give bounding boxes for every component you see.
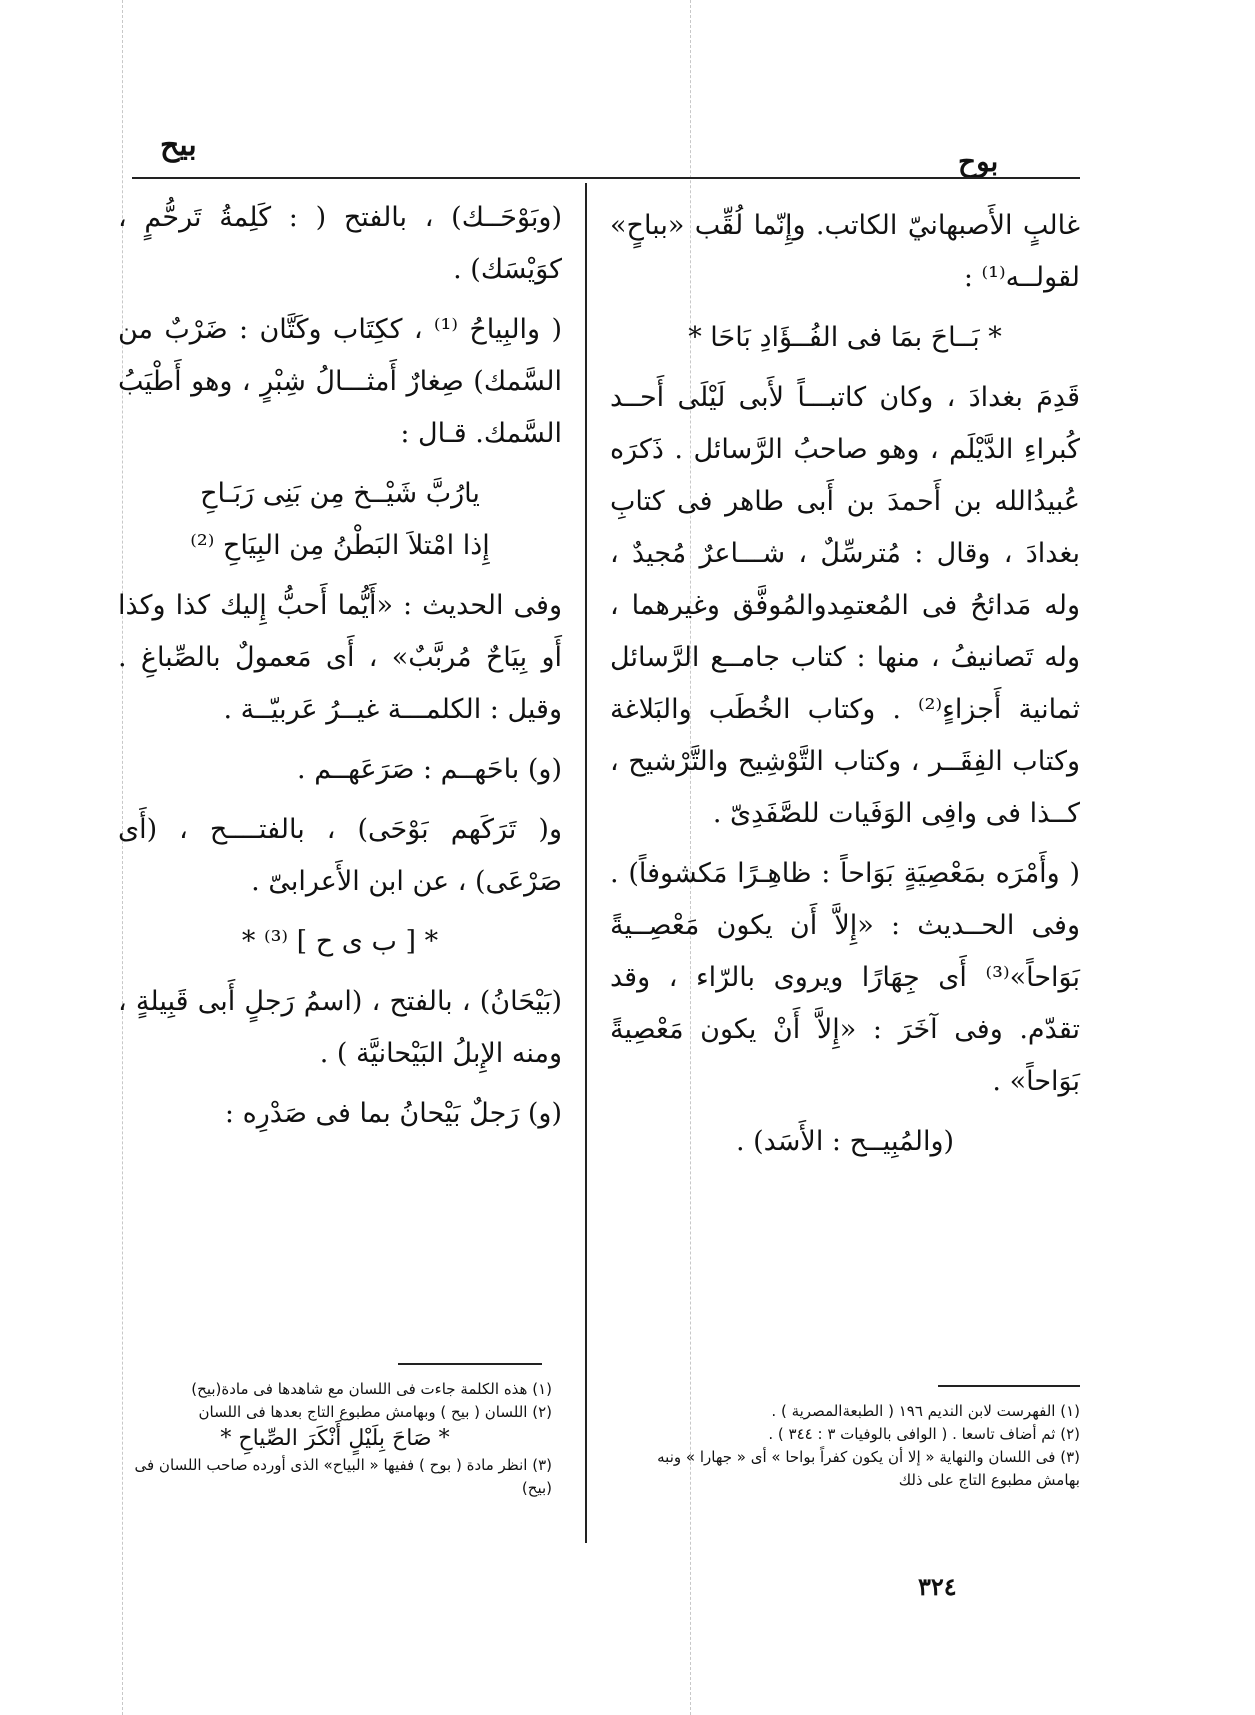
footnote: (٣) فى اللسان والنهاية « إلا أن يكون كفراً بواحا » أى « جهارا » ونبه بهامش مطبوع التاج على ذلك <box>657 1448 1080 1489</box>
running-head-left: بيح <box>160 128 197 163</box>
left-column <box>118 192 562 1148</box>
page-number: ٣٢٤ <box>918 1572 957 1601</box>
footnote-verse: * صَاحَ بِلَيْلٍ أَنْكَرَ الصِّياحِ * <box>220 1426 450 1451</box>
footnote: (٢) اللسان ( بيح ) وبهامش مطبوع التاج بعدها فى اللسان <box>198 1403 552 1421</box>
entry-heading: * [ ب ى ح ] ⁽³⁾ * <box>241 926 439 957</box>
paragraph: (والمُبِيــح : الأَسَد) . <box>735 1126 955 1157</box>
running-head-right: بوح <box>958 145 999 178</box>
footnote-rule <box>938 1385 1080 1387</box>
paragraph: قَدِمَ بغدادَ ، وكان كاتبـــاً لأَبى لَيْلَى أَحــد كُبراءِ الدَّيْلَم ، وهو صاحبُ الرَّسائل . ذَكرَه عُبيدُالله بن أَحمدَ بن أَبى طاهر فى كتابِ بغدادَ ، وقال : مُترسِّلٌ ، شـــاعرٌ مُجيدٌ ، وله مَدائحُ فى المُعتمِدوالمُوفَّق وغيرهما ، وله تَصانيفُ ، منها : كتاب جامــع الرَّسائل ثمانية أَجزاءٍ⁽²⁾ . وكتاب الخُطَب والبَلاغة وكتاب الفِقَــر ، وكتاب التَّوْشِيح والتَّرْشيح ، كــذا فى وافِى الوَفَيات للصَّفَدِىّ . <box>610 382 1080 829</box>
right-column <box>610 200 1080 1176</box>
footnote: (١) الفهرست لابن النديم ١٩٦ ( الطبعةالمصرية ) . <box>771 1402 1080 1420</box>
footnotes-left <box>118 1378 552 1500</box>
verse-line: إِذا امْتلاَ البَطْنُ مِن البِيَاحِ ⁽²⁾ <box>190 530 490 561</box>
paragraph: (و) رَجلٌ بَيْحانُ بما فى صَدْرِه : <box>224 1098 562 1129</box>
paragraph: ( والبِياحُ ⁽¹⁾ ، ككِتَاب وكَتَّان : ضَرْبٌ من السَّمك) صِغارٌ أَمثـــالُ شِبْرٍ ، وهو أَطْيَبُ السَّمك. قـال : <box>118 314 562 449</box>
footnote: (٣) انظر مادة ( بوح ) ففيها « البياح» الذى أورده صاحب اللسان فى (بيح) <box>134 1456 552 1497</box>
footnote: (١) هذه الكلمة جاءت فى اللسان مع شاهدها فى مادة(بيح) <box>191 1380 552 1398</box>
paragraph: غالبٍ الأَصبهانيّ الكاتب. وإِنّما لُقِّب «بباحٍ» لقولــه⁽¹⁾ : <box>610 210 1080 293</box>
footnotes-right <box>612 1400 1080 1492</box>
paragraph: ( وأَمْرَه بمَعْصِيَةٍ بَوَاحاً : ظاهِـرًا مَكشوفاً) . وفى الحــديث : «إِلاَّ أَن يكون مَعْصِــيةً بَوَاحاً»⁽³⁾ أَى جِهَارًا ويروى بالرّاء ، وقد تقدّم. وفى آخَرَ : «إِلاَّ أَنْ يكون مَعْصِيةً بَوَاحاً» . <box>610 858 1080 1097</box>
footnote: (٢) ثم أضاف تاسعا . ( الوافى بالوفيات ٣ : ٣٤٤ ) . <box>768 1425 1080 1443</box>
paragraph: (وبَوْحَــك) ، بالفتح ( : كَلِمةُ تَرحُّمٍ ، كوَيْسَك) . <box>118 202 562 285</box>
paragraph: (بَيْحَانُ) ، بالفتح ، (اسمُ رَجلٍ أَبى قَبِيلةٍ ، ومنه الإِبلُ البَيْحانيَّة ) . <box>118 986 562 1069</box>
verse-line: * بَــاحَ بمَا فى الفُــؤَادِ بَاحَا * <box>688 322 1002 353</box>
footnote-rule <box>398 1363 542 1365</box>
column-separator <box>585 183 587 1543</box>
paragraph: وفى الحديث : «أَيُّما أَحبُّ إِليك كذا وكذا أَو بِيَاحٌ مُربَّبٌ» ، أَى مَعمولٌ بالصِّباغِ . وقيل : الكلمـــة غيــرُ عَربيّــة . <box>118 590 562 725</box>
paragraph: (و) باحَهــم : صَرَعَهــم . <box>297 754 562 785</box>
header-rule <box>132 177 1080 179</box>
paragraph: و( تَرَكَهم بَوْحَى) ، بالفتــــح ، (أَى صَرْعَى) ، عن ابن الأَعرابىّ . <box>118 814 562 897</box>
verse-line: يارُبَّ شَيْــخ مِن بَنِى رَبَـاحِ <box>200 478 480 509</box>
